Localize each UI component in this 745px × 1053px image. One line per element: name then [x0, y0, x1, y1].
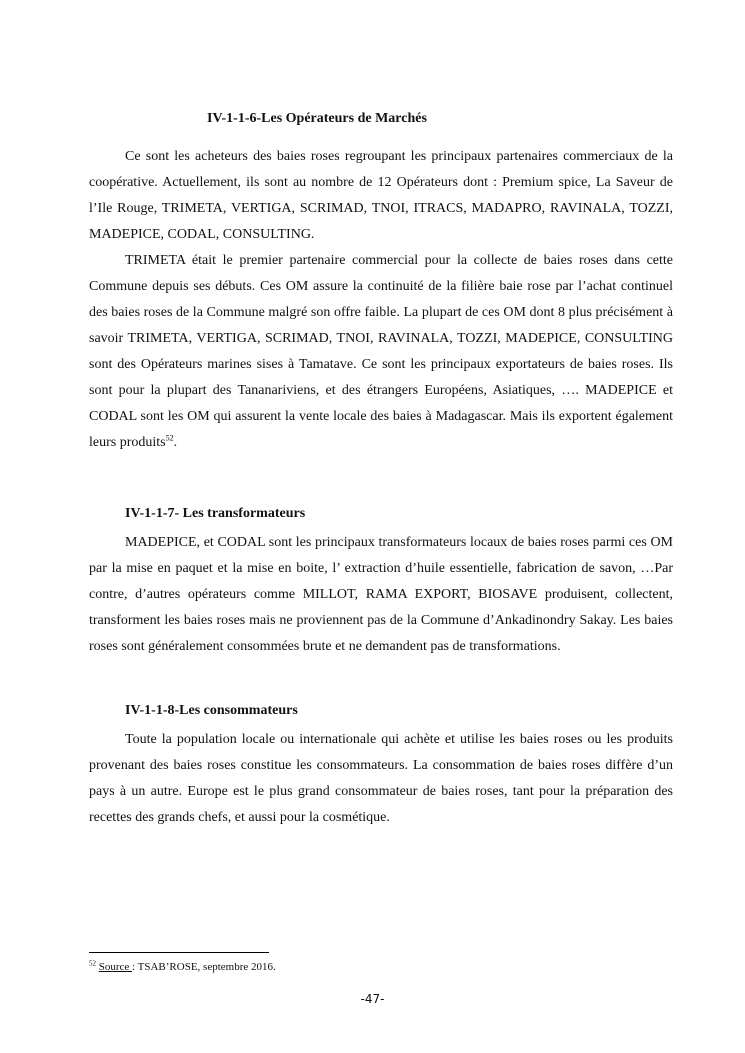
- footnote-number: 52: [89, 959, 96, 968]
- section-heading-operateurs: IV-1-1-6-Les Opérateurs de Marchés: [207, 111, 427, 126]
- page-number: -47-: [360, 992, 385, 1006]
- paragraph-operateurs-list: Ce sont les acheteurs des baies roses regroupant les principaux partenaires commerciaux de la coopérative. Actuellement, ils sont au nombre de 12 Opérateurs dont : Premium spice, La Saveur de l’Ile Rouge, TRIMETA, VERTIGA, SCRIMAD, TNOI, ITRACS, MADAPRO, RAVINALA, TOZZI, MADEPICE, CODAL, CONSULTING.: [89, 149, 673, 242]
- paragraph-consommateurs: Toute la population locale ou internationale qui achète et utilise les baies roses ou les produits provenant des baies roses constitue les consommateurs. La consommation de baies roses diffère d’un pays à un autre. Europe est le plus grand consommateur de baies roses, tant pour la préparation des recettes des grands chefs, et aussi pour la cosmétique.: [89, 732, 673, 825]
- paragraph-trimeta: [89, 248, 673, 456]
- section-body-consommateurs: [89, 727, 673, 831]
- paragraph-trimeta-text: TRIMETA était le premier partenaire commercial pour la collecte de baies roses dans cette Commune depuis ses débuts. Ces OM assure la continuité de la filière baie rose par l’achat continuel des baies roses de la Commune malgré son offre faible. La plupart de ces OM dont 8 plus précisément à savoir TRIMETA, VERTIGA, SCRIMAD, TNOI, RAVINALA, TOZZI, MADEPICE, CONSULTING sont des Opérateurs marines sises à Tamatave. Ce sont les principaux exportateurs de baies roses. Ils sont pour la plupart des Tananariviens, et des étrangers Européens, Asiatiques, …. MADEPICE et CODAL sont les OM qui assurent la vente locale des baies à Madagascar. Mais ils exportent également leurs produits: [89, 253, 673, 450]
- paragraph-transformateurs: MADEPICE, et CODAL sont les principaux transformateurs locaux de baies roses parmi ces OM par la mise en paquet et la mise en boite, l’ extraction d’huile essentielle, fabrication de savon, …Par contre, d’autres opérateurs comme MILLOT, RAMA EXPORT, BIOSAVE produisent, collectent, transforment les baies roses mais ne proviennent pas de la Commune d’Ankadinondry Sakay. Les baies roses sont généralement consommées brute et ne demandent pas de transformations.: [89, 535, 673, 654]
- footnote-source-label: Source: [98, 961, 133, 973]
- footnote-text: : TSAB’ROSE, septembre 2016.: [132, 961, 276, 973]
- paragraph-trimeta-end: .: [173, 435, 178, 450]
- footnote-reference-52[interactable]: 52: [165, 433, 174, 443]
- section-heading-consommateurs: IV-1-1-8-Les consommateurs: [125, 703, 298, 718]
- footnote-separator: [89, 952, 269, 953]
- section-body-transformateurs: [89, 530, 673, 660]
- section-body-operateurs: [89, 144, 673, 456]
- footnote: [89, 960, 276, 974]
- section-heading-transformateurs: IV-1-1-7- Les transformateurs: [125, 506, 306, 521]
